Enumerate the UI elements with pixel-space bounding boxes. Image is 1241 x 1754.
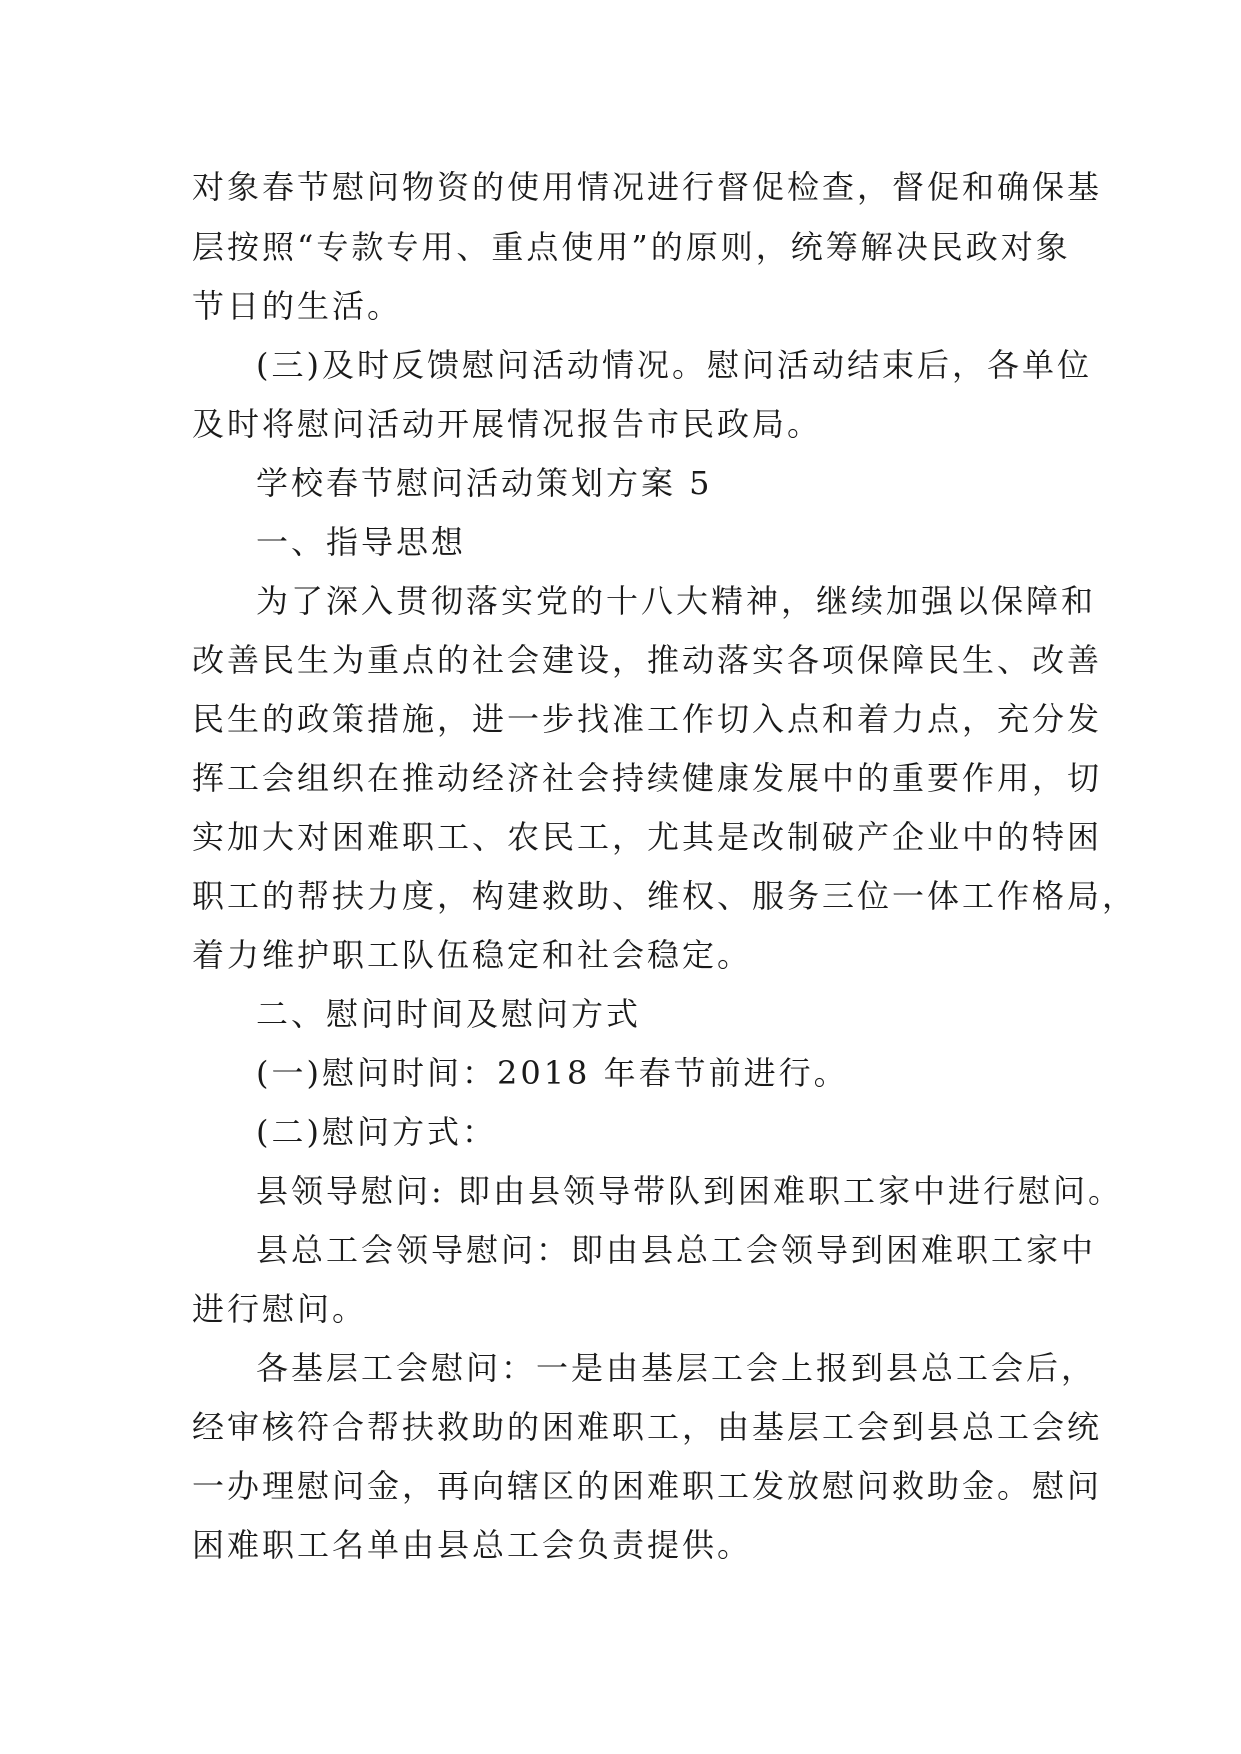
body-text-line: 民生的政策措施，进一步找准工作切入点和着力点，充分发	[192, 700, 1103, 738]
heading-guiding-ideology: 一、指导思想	[256, 523, 467, 561]
body-text-line: (一)慰问时间：2018 年春节前进行。	[256, 1054, 849, 1092]
body-text-line: 职工的帮扶力度，构建救助、维权、服务三位一体工作格局，	[192, 877, 1138, 915]
body-text-line: 为了深入贯彻落实党的十八大精神，继续加强以保障和	[256, 582, 1097, 620]
body-text-line: 对象春节慰问物资的使用情况进行督促检查，督促和确保基	[192, 168, 1103, 206]
body-text-line: 实加大对困难职工、农民工，尤其是改制破产企业中的特困	[192, 818, 1103, 856]
body-text-line: 挥工会组织在推动经济社会持续健康发展中的重要作用，切	[192, 759, 1103, 797]
body-text-line: (二)慰问方式：	[256, 1113, 497, 1151]
heading-time-and-method: 二、慰问时间及慰问方式	[256, 995, 642, 1033]
body-text-line: 着力维护职工队伍稳定和社会稳定。	[192, 936, 753, 974]
body-text-line: 困难职工名单由县总工会负责提供。	[192, 1526, 753, 1564]
body-text-line: 经审核符合帮扶救助的困难职工，由基层工会到县总工会统	[192, 1408, 1103, 1446]
body-text-line: 改善民生为重点的社会建设，推动落实各项保障民生、改善	[192, 641, 1103, 679]
body-text-line: 进行慰问。	[192, 1290, 368, 1328]
body-text-line: 节日的生活。	[192, 287, 403, 325]
section-title: 学校春节慰问活动策划方案 5	[256, 464, 713, 502]
body-text-line: 层按照“专款专用、重点使用”的原则，统筹解决民政对象	[192, 228, 1071, 266]
body-text-line: (三)及时反馈慰问活动情况。慰问活动结束后，各单位	[256, 346, 1092, 384]
body-text-line: 县领导慰问: 即由县领导带队到困难职工家中进行慰问。	[256, 1172, 1123, 1210]
body-text-line: 各基层工会慰问：一是由基层工会上报到县总工会后，	[256, 1349, 1097, 1387]
body-text-line: 县总工会领导慰问：即由县总工会领导到困难职工家中	[256, 1231, 1097, 1269]
body-text-line: 及时将慰问活动开展情况报告市民政局。	[192, 405, 823, 443]
body-text-line: 一办理慰问金，再向辖区的困难职工发放慰问救助金。慰问	[192, 1467, 1103, 1505]
